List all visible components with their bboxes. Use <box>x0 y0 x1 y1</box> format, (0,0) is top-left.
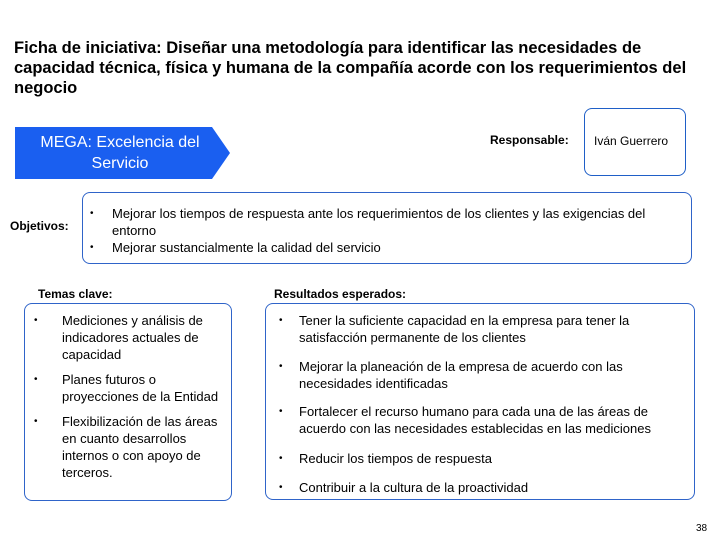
mega-banner <box>15 127 230 179</box>
bullet-icon: • <box>279 406 283 417</box>
resultado-text: Reducir los tiempos de respuesta <box>299 451 492 466</box>
bullet-icon: • <box>279 453 283 464</box>
temas-label: Temas clave: <box>38 287 113 301</box>
resultado-text: Tener la suficiente capacidad en la empresa para tener la satisfacción permanente de los clientes <box>299 313 630 345</box>
resultado-text: Contribuir a la cultura de la proactividad <box>299 480 529 495</box>
resultado-text: Mejorar la planeación de la empresa de acuerdo con las necesidades identificadas <box>299 359 623 391</box>
page-title: Ficha de iniciativa: Diseñar una metodología para identificar las necesidades de capacidad técnica, física y humana de la compañía acorde con los requerimientos del negocio <box>14 39 687 97</box>
tema-text: Flexibilización de las áreas en cuanto desarrollos internos o con apoyo de terceros. <box>62 414 218 480</box>
list-item <box>86 205 688 239</box>
responsable-label: Responsable: <box>490 133 569 147</box>
bullet-icon: • <box>279 361 283 372</box>
bullet-icon: • <box>34 374 38 385</box>
list-item <box>270 312 690 346</box>
bullet-icon: • <box>90 208 94 219</box>
objetivo-text: Mejorar sustancialmente la calidad del servicio <box>112 240 381 255</box>
list-item <box>28 371 228 405</box>
bullet-icon: • <box>279 482 283 493</box>
top-bar <box>0 0 720 14</box>
tema-text: Mediciones y análisis de indicadores actuales de capacidad <box>62 313 203 362</box>
objetivos-label: Objetivos: <box>10 219 69 233</box>
objetivos-list <box>86 205 688 256</box>
temas-list <box>28 312 228 489</box>
mega-text: MEGA: Excelencia del Servicio <box>40 134 200 172</box>
list-item <box>270 479 690 496</box>
list-item <box>270 358 690 392</box>
bullet-icon: • <box>34 416 38 427</box>
tema-text: Planes futuros o proyecciones de la Entidad <box>62 372 219 404</box>
objetivo-text: Mejorar los tiempos de respuesta ante los requerimientos de los clientes y las exigencias del entorno <box>112 206 646 238</box>
list-item <box>86 239 688 256</box>
bullet-icon: • <box>279 315 283 326</box>
bullet-icon: • <box>90 242 94 253</box>
list-item <box>270 450 690 467</box>
page-number: 38 <box>696 523 708 534</box>
list-item <box>28 312 228 363</box>
responsable-value: Iván Guerrero <box>594 134 669 148</box>
resultados-label: Resultados esperados: <box>274 287 407 301</box>
resultado-text: Fortalecer el recurso humano para cada una de las áreas de acuerdo con las necesidades establecidas en las mediciones <box>299 404 651 436</box>
list-item <box>28 413 228 481</box>
list-item <box>270 403 690 437</box>
bullet-icon: • <box>34 315 38 326</box>
